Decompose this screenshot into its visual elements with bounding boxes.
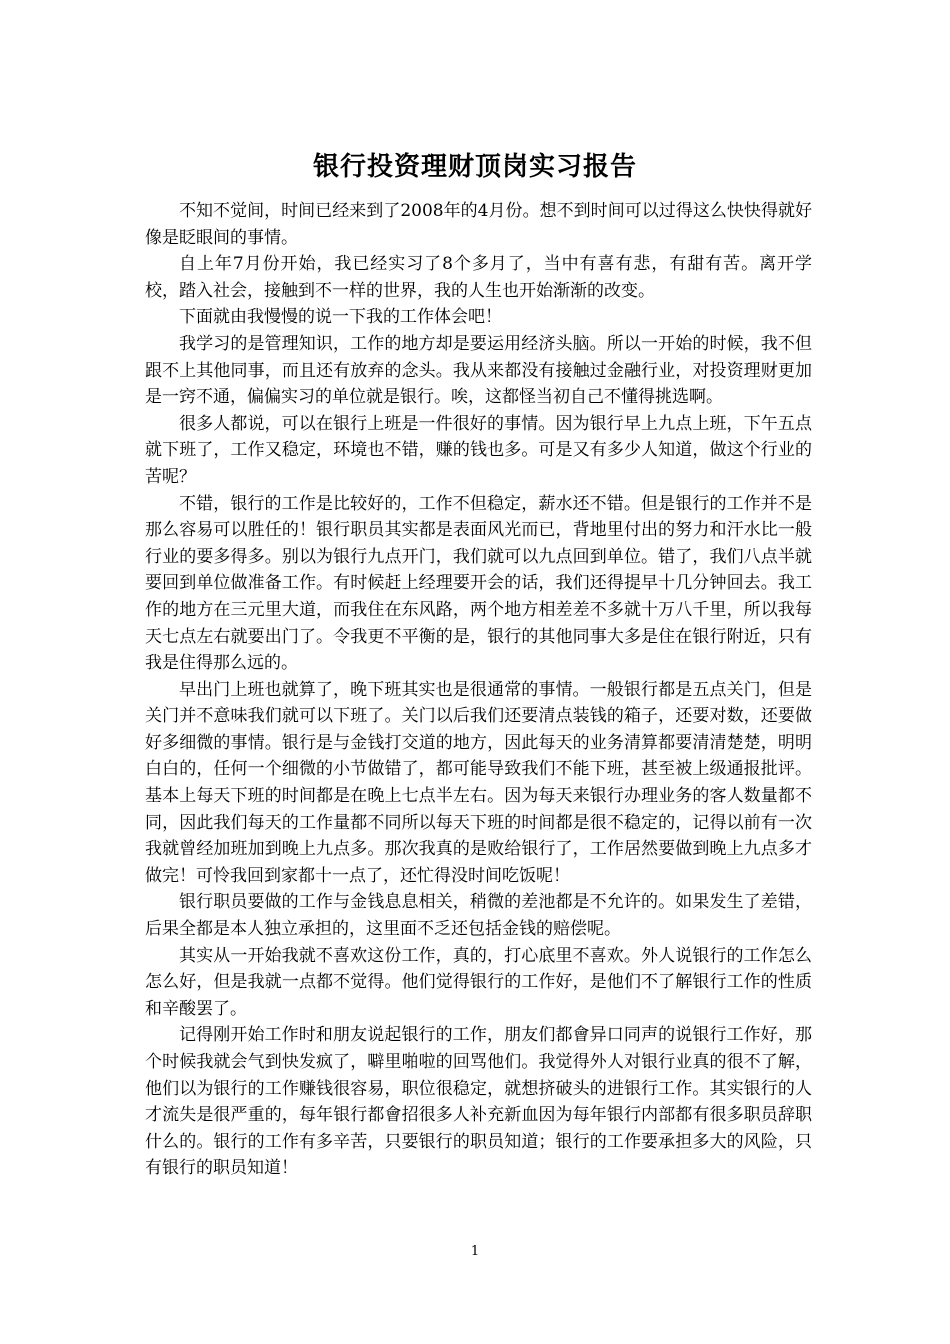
paragraph: 下面就由我慢慢的说一下我的工作体会吧！ bbox=[179, 307, 502, 328]
paragraph: 早出门上班也就算了，晚下班其实也是很通常的事情。一般银行都是五点关门，但是关门并不意味我们就可以下班了。关门以后我们还要清点装钱的箱子，还要对数，还要做好多细微的事情。银行是与金钱打交道的地方，因此每天的业务清算都要清清楚楚，明明白白的，任何一个细微的小节做错了，都可能导致我们不能下班，甚至被上级通报批评。基本上每天下班的时间都是在晚上七点半左右。因为每天来银行办理业务的客人数量都不同，因此我们每天的工作量都不同所以每天下班的时间都是很不稳定的，记得以前有一次我就曾经加班加到晚上九点多。那次我真的是败给银行了，工作居然要做到晚上九点多才做完！可怜我回到家都十一点了，还忙得没时间吃饭呢！ bbox=[145, 679, 812, 886]
page-number: 1 bbox=[470, 1244, 480, 1259]
paragraph: 不错，银行的工作是比较好的，工作不但稳定，薪水还不错。但是银行的工作并不是那么容易可以胜任的！银行职员其实都是表面风光而已，背地里付出的努力和汗水比一般行业的要多得多。别以为银行九点开门，我们就可以九点回到单位。错了，我们八点半就要回到单位做准备工作。有时候赶上经理要开会的话，我们还得提早十几分钟回去。我工作的地方在三元里大道，而我住在东风路，两个地方相差差不多就十万八千里，所以我每天七点左右就要出门了。令我更不平衡的是，银行的其他同事大多是住在银行附近，只有我是住得那么远的。 bbox=[145, 493, 812, 674]
paragraph: 不知不觉间，时间已经来到了2008年的4月份。想不到时间可以过得这么快快得就好像是眨眼间的事情。 bbox=[145, 201, 812, 248]
paragraph: 我学习的是管理知识，工作的地方却是要运用经济头脑。所以一开始的时候，我不但跟不上其他同事，而且还有放弃的念头。我从来都没有接触过金融行业，对投资理财更加是一窍不通，偏偏实习的单位就是银行。唉，这都怪当初自己不懂得挑选啊。 bbox=[145, 333, 812, 408]
paragraph: 其实从一开始我就不喜欢这份工作，真的，打心底里不喜欢。外人说银行的工作怎么怎么好，但是我就一点都不觉得。他们觉得银行的工作好，是他们不了解银行工作的性质和辛酸罢了。 bbox=[145, 945, 812, 1019]
paragraph: 银行职员要做的工作与金钱息息相关，稍微的差池都是不允许的。如果发生了差错，后果全都是本人独立承担的，这里面不乏还包括金钱的赔偿呢。 bbox=[145, 892, 812, 940]
paragraph: 自上年7月份开始，我已经实习了8个多月了，当中有喜有悲，有甜有苦。离开学校，踏入社会，接触到不一样的世界，我的人生也开始渐渐的改变。 bbox=[145, 254, 812, 301]
document-title: 银行投资理财顶岗实习报告 bbox=[312, 152, 637, 183]
document-body bbox=[145, 198, 812, 1182]
paragraph: 很多人都说，可以在银行上班是一件很好的事情。因为银行早上九点上班，下午五点就下班了，工作又稳定，环境也不错，赚的钱也多。可是又有多少人知道，做这个行业的苦呢？ bbox=[145, 413, 812, 487]
paragraph: 记得刚开始工作时和朋友说起银行的工作，朋友们都會异口同声的说银行工作好，那个时候我就会气到快发疯了，噼里啪啦的回骂他们。我觉得外人对银行业真的很不了解，他们以为银行的工作赚钱很容易，职位很稳定，就想挤破头的进银行工作。其实银行的人才流失是很严重的，每年银行都會招很多人补充新血因为每年银行内部都有很多职员辞职什么的。银行的工作有多辛苦，只要银行的职员知道；银行的工作要承担多大的风险，只有银行的职员知道！ bbox=[145, 1025, 812, 1179]
